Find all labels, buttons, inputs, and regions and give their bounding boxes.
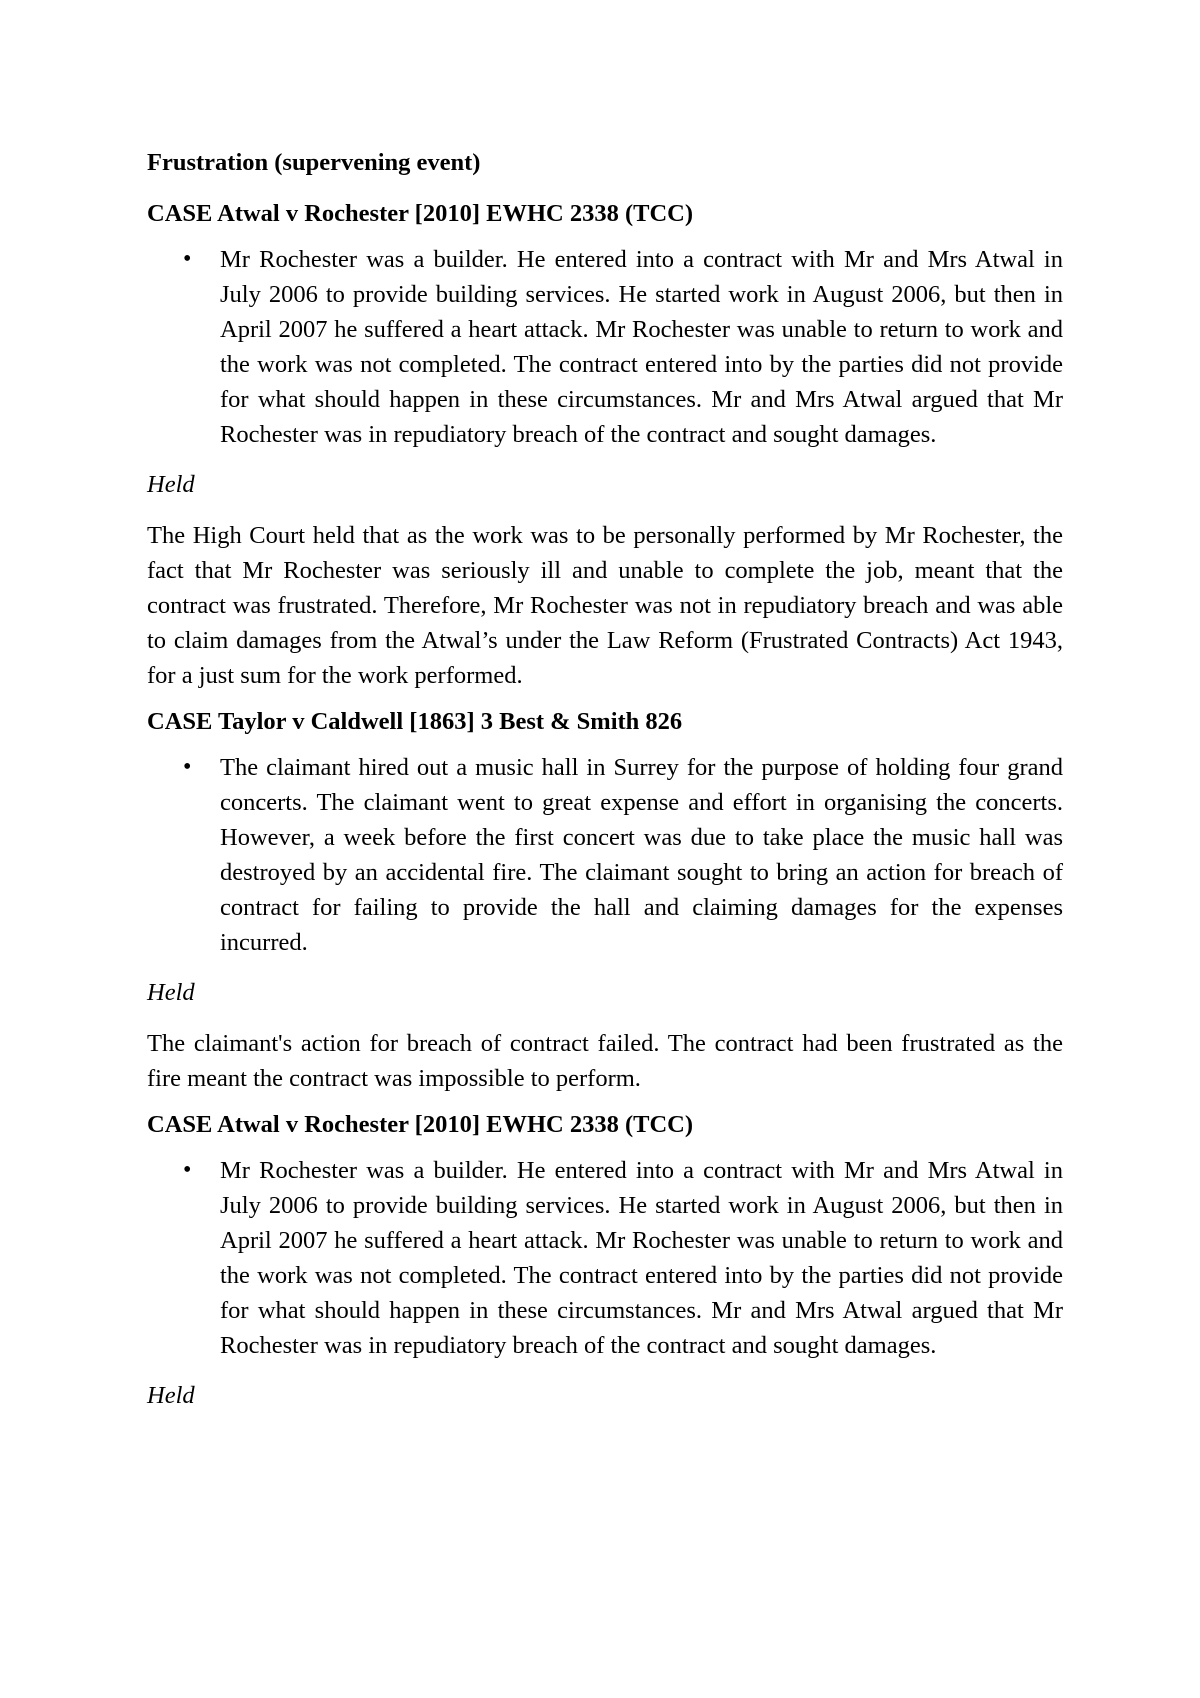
bullet-icon: • bbox=[183, 1157, 192, 1183]
case-title-taylor: CASE Taylor v Caldwell [1863] 3 Best & Smith 826 bbox=[147, 708, 683, 735]
case-facts-taylor bbox=[147, 750, 1063, 960]
held-label: Held bbox=[147, 471, 195, 498]
case-facts-atwal-1 bbox=[147, 242, 1063, 452]
held-text-atwal-1: The High Court held that as the work was to be personally performed by Mr Rochester, the fact that Mr Rochester was seriously ill and unable to complete the job, meant that the contract was frustrated. Therefore, Mr Rochester was not in repudiatory breach and was able to claim damages from the Atwal’s under the Law Reform (Frustrated Contracts) Act 1943, for a just sum for the work performed. bbox=[147, 522, 1063, 689]
facts-text: Mr Rochester was a builder. He entered into a contract with Mr and Mrs Atwal in July 2006 to provide building services. He started work in August 2006, but then in April 2007 he suffered a heart attack. Mr Rochester was unable to return to work and the work was not completed. The contract entered into by the parties did not provide for what should happen in these circumstances. Mr and Mrs Atwal argued that Mr Rochester was in repudiatory breach of the contract and sought damages. bbox=[220, 1157, 1063, 1359]
facts-text: Mr Rochester was a builder. He entered into a contract with Mr and Mrs Atwal in July 2006 to provide building services. He started work in August 2006, but then in April 2007 he suffered a heart attack. Mr Rochester was unable to return to work and the work was not completed. The contract entered into by the parties did not provide for what should happen in these circumstances. Mr and Mrs Atwal argued that Mr Rochester was in repudiatory breach of the contract and sought damages. bbox=[220, 246, 1063, 448]
held-label: Held bbox=[147, 1382, 195, 1409]
held-text-taylor: The claimant's action for breach of contract failed. The contract had been frustrated as the fire meant the contract was impossible to perform. bbox=[147, 1030, 1063, 1092]
document-page bbox=[147, 145, 1063, 1429]
bullet-icon: • bbox=[183, 754, 192, 780]
case-title-atwal-1: CASE Atwal v Rochester [2010] EWHC 2338 (TCC) bbox=[147, 200, 693, 227]
bullet-icon: • bbox=[183, 246, 192, 272]
facts-text: The claimant hired out a music hall in Surrey for the purpose of holding four grand concerts. The claimant went to great expense and effort in organising the concerts. However, a week before the first concert was due to take place the music hall was destroyed by an accidental fire. The claimant sought to bring an action for breach of contract for failing to provide the hall and claiming damages for the expenses incurred. bbox=[220, 754, 1063, 956]
document-title: Frustration (supervening event) bbox=[147, 149, 481, 176]
held-label: Held bbox=[147, 979, 195, 1006]
case-facts-atwal-2 bbox=[147, 1153, 1063, 1363]
case-title-atwal-2: CASE Atwal v Rochester [2010] EWHC 2338 (TCC) bbox=[147, 1111, 693, 1138]
